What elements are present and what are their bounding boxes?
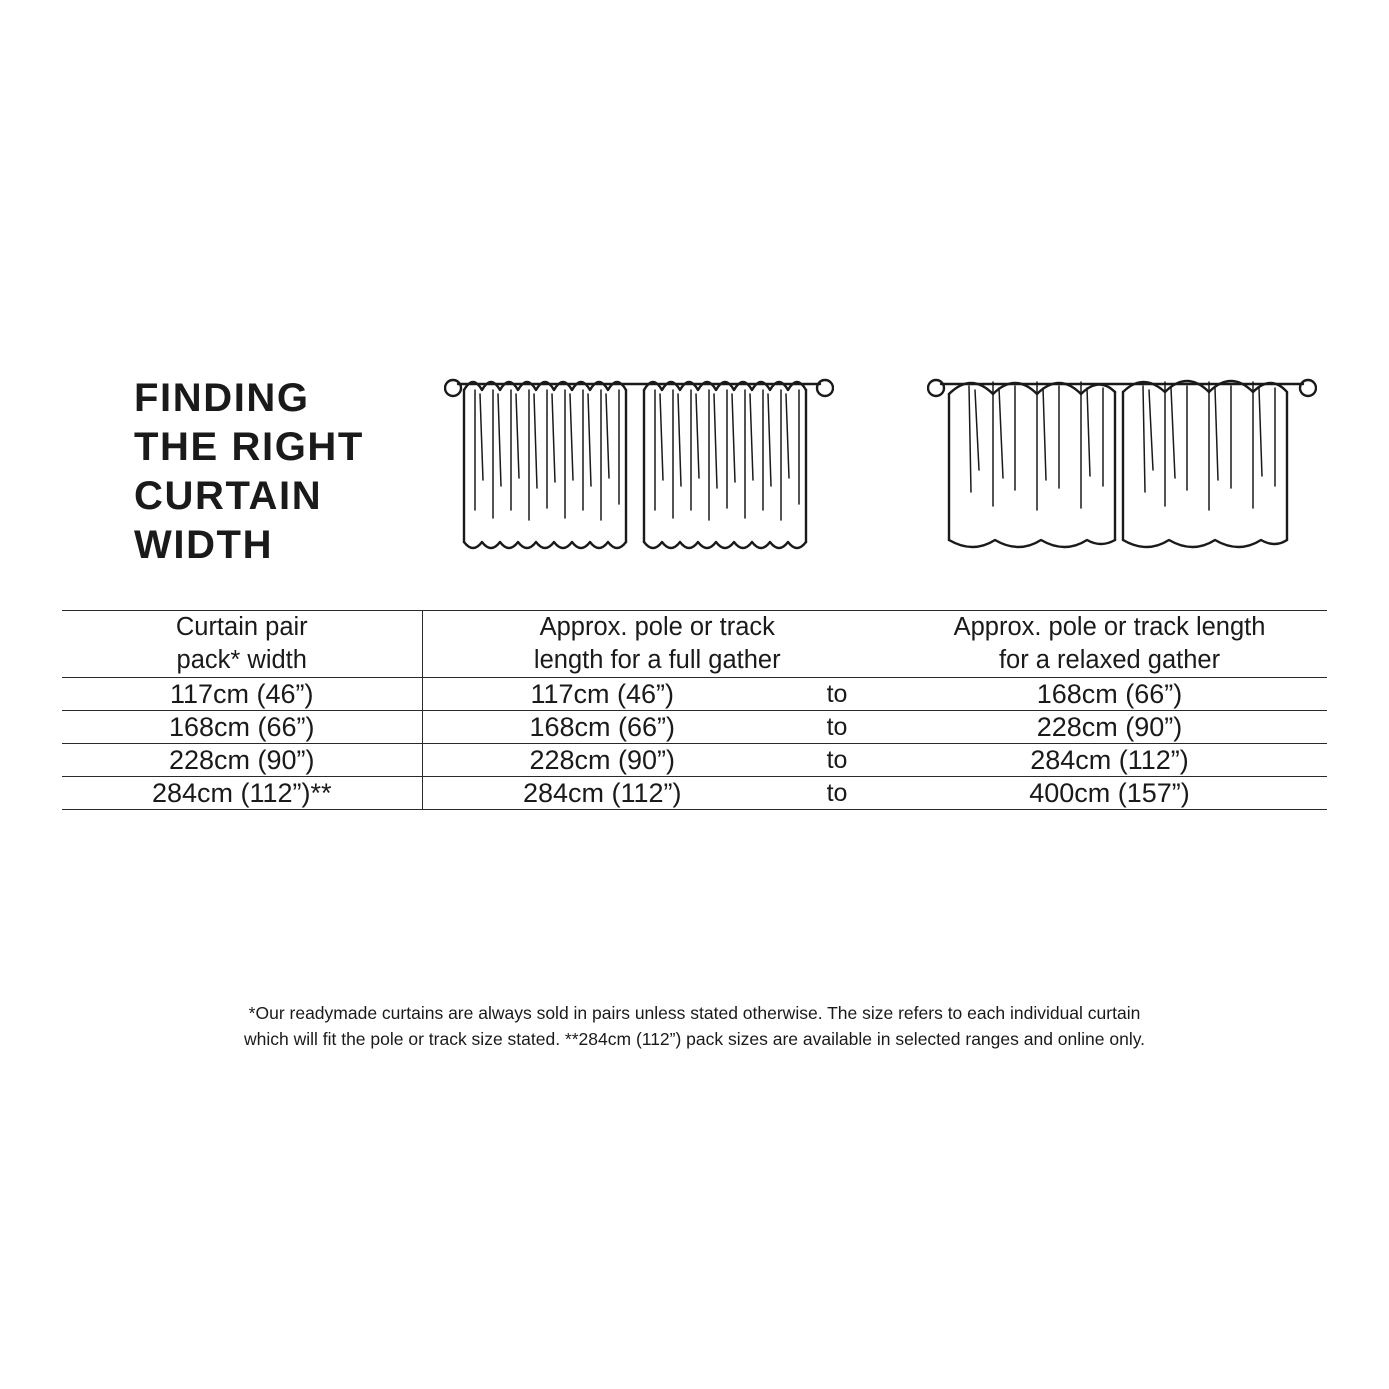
table-row: [62, 711, 1327, 744]
size-table-grid: [62, 610, 1327, 810]
bottom-border-2: [422, 810, 782, 811]
row-1-full-gather: 117cm (46”): [422, 678, 782, 711]
footnote: [62, 1000, 1327, 1052]
bottom-border-1: [62, 810, 422, 811]
bottom-border-3: [782, 810, 892, 811]
row-2-relaxed-gather: 228cm (90”): [892, 711, 1327, 744]
table-row: [62, 678, 1327, 711]
title-line-1: FINDING: [134, 376, 310, 420]
header-relaxed-gather: [892, 611, 1327, 678]
header-area: [62, 360, 1327, 610]
row-3-relaxed-gather: 284cm (112”): [892, 744, 1327, 777]
row-4-connector: to: [782, 777, 892, 810]
row-4-full-gather: 284cm (112”): [422, 777, 782, 810]
header-relaxed-gather-line1: Approx. pole or track length: [953, 613, 1266, 641]
relaxed-gather-curtain-illustration: [927, 360, 1317, 575]
row-2-full-gather: 168cm (66”): [422, 711, 782, 744]
title-line-3: CURTAIN: [134, 474, 323, 518]
table-row: [62, 777, 1327, 810]
table-header-row: [62, 611, 1327, 678]
title-line-4: WIDTH: [134, 523, 274, 567]
row-1-connector: to: [782, 678, 892, 711]
title-line-2: THE RIGHT: [134, 425, 364, 469]
full-gather-curtain-illustration: [444, 360, 834, 575]
header-pack-width-line2: pack* width: [176, 646, 307, 674]
row-4-pack-width: 284cm (112”)**: [62, 777, 422, 810]
header-pack-width: [62, 611, 422, 678]
size-table: [62, 610, 1327, 810]
page-title: [62, 360, 362, 570]
bottom-border-4: [892, 810, 1327, 811]
footnote-line-1: *Our readymade curtains are always sold in pairs unless stated otherwise. The size refers to each individual curtain: [248, 1003, 1141, 1023]
header-full-gather: [422, 611, 892, 678]
header-relaxed-gather-line2: for a relaxed gather: [998, 646, 1221, 674]
row-4-relaxed-gather: 400cm (157”): [892, 777, 1327, 810]
row-3-full-gather: 228cm (90”): [422, 744, 782, 777]
header-full-gather-line2: length for a full gather: [533, 646, 781, 674]
table-row: [62, 744, 1327, 777]
row-2-pack-width: 168cm (66”): [62, 711, 422, 744]
row-2-connector: to: [782, 711, 892, 744]
row-3-pack-width: 228cm (90”): [62, 744, 422, 777]
row-1-relaxed-gather: 168cm (66”): [892, 678, 1327, 711]
footnote-line-2: which will fit the pole or track size stated. **284cm (112”) pack sizes are available in selected ranges and online only.: [243, 1029, 1146, 1049]
row-3-connector: to: [782, 744, 892, 777]
header-pack-width-line1: Curtain pair: [175, 613, 308, 641]
row-1-pack-width: 117cm (46”): [62, 678, 422, 711]
table-bottom-border-row: [62, 810, 1327, 811]
header-full-gather-line1: Approx. pole or track: [539, 613, 775, 641]
illustration-row: [362, 360, 1327, 575]
